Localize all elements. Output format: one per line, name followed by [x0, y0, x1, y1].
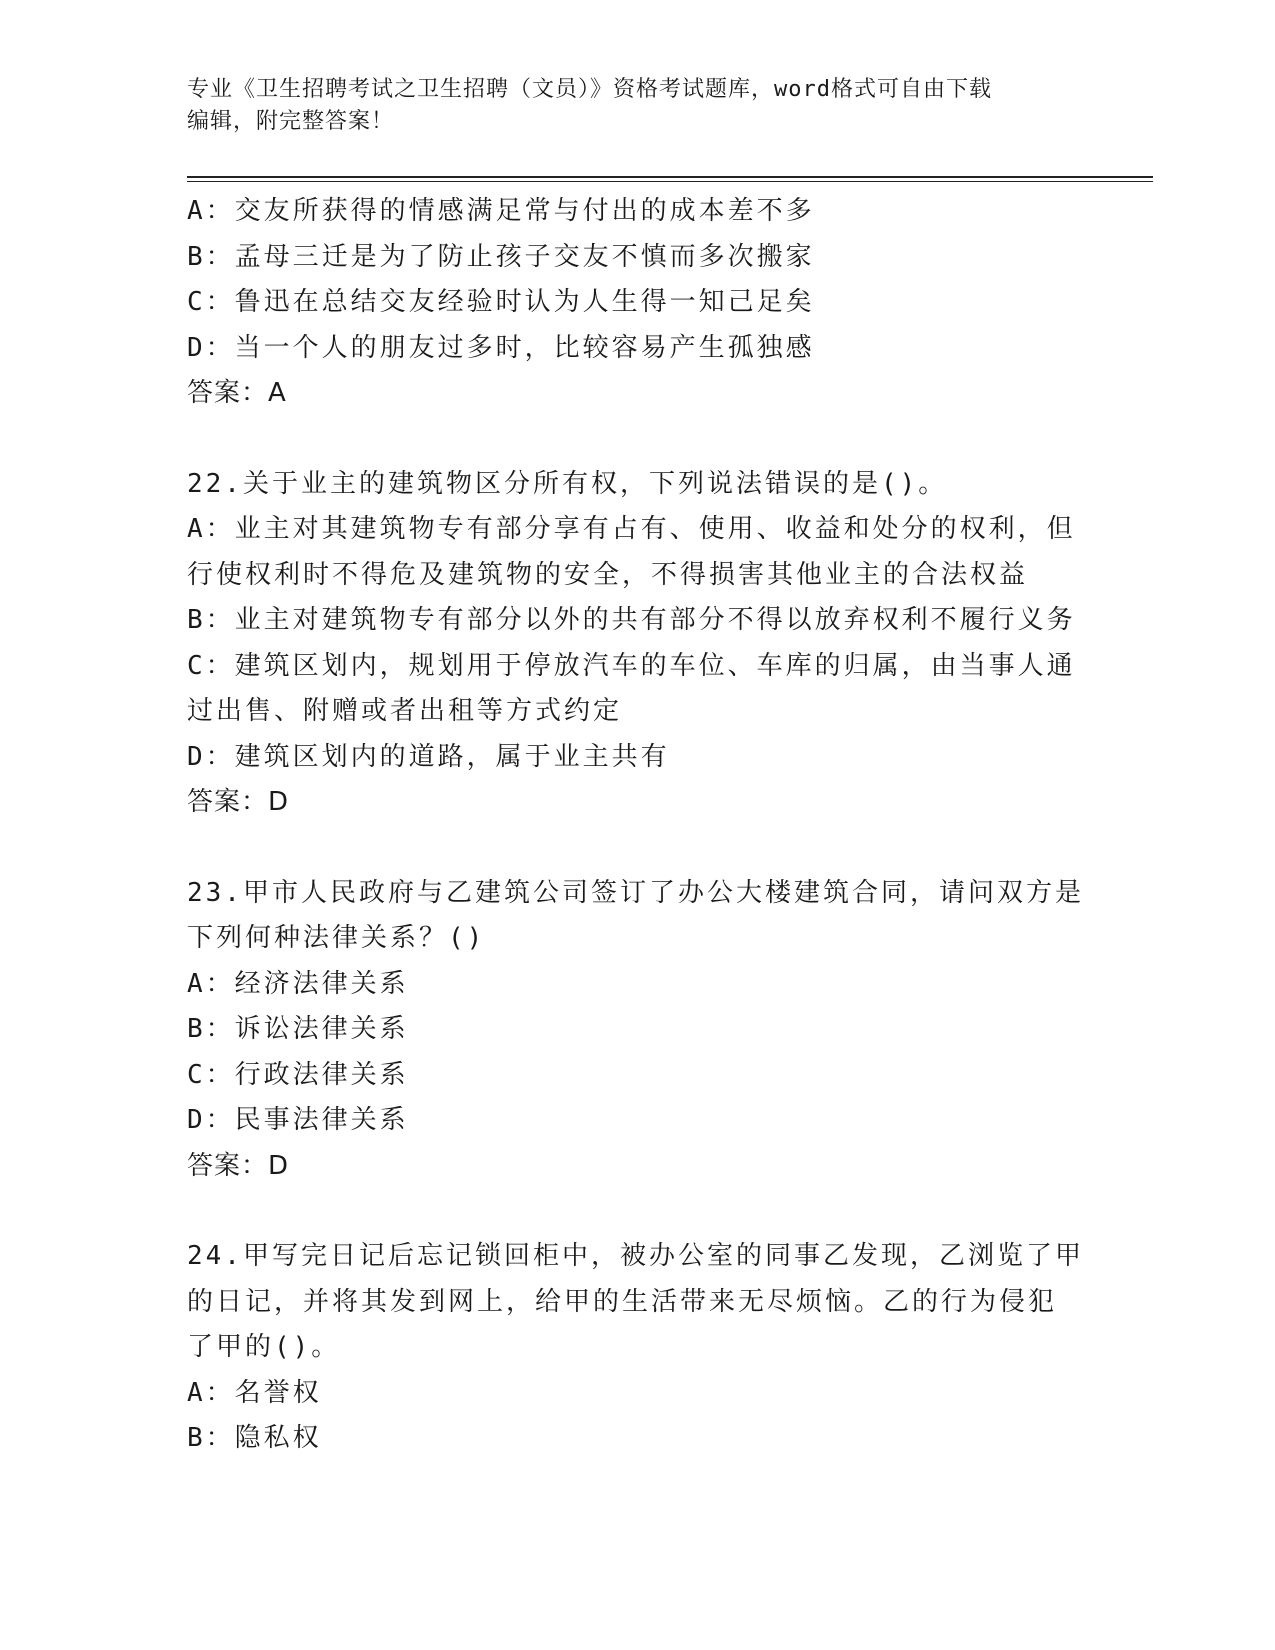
- question-stem: 24.甲写完日记后忘记锁回柜中，被办公室的同事乙发现，乙浏览了甲: [187, 1241, 1084, 1271]
- option-b: B：隐私权: [187, 1423, 322, 1453]
- option-c-continued: 过出售、附赠或者出租等方式约定: [187, 696, 623, 726]
- answer-line: 答案：A: [187, 378, 287, 408]
- header-divider-thick: [187, 176, 1153, 178]
- question-23: [187, 871, 1087, 1190]
- question-21-continued: [187, 189, 1087, 417]
- header-divider-thin: [187, 181, 1153, 182]
- document-header: [187, 74, 1067, 138]
- option-c: C：建筑区划内，规划用于停放汽车的车位、车库的归属，由当事人通: [187, 650, 1076, 681]
- option-b: B：诉讼法律关系: [187, 1014, 409, 1044]
- option-a: A：交友所获得的情感满足常与付出的成本差不多: [187, 196, 815, 226]
- option-a-continued: 行使权利时不得危及建筑物的安全，不得损害其他业主的合法权益: [187, 559, 1029, 590]
- option-b: B：孟母三迁是为了防止孩子交友不慎而多次搬家: [187, 241, 815, 272]
- question-stem: 23.甲市人民政府与乙建筑公司签订了办公大楼建筑合同，请问双方是: [187, 877, 1084, 908]
- question-stem-continued: 了甲的()。: [187, 1332, 341, 1362]
- option-d: D：建筑区划内的道路，属于业主共有: [187, 741, 670, 772]
- option-a: A：业主对其建筑物专有部分享有占有、使用、收益和处分的权利，但: [187, 514, 1076, 544]
- question-stem: 22.关于业主的建筑物区分所有权，下列说法错误的是()。: [187, 468, 948, 499]
- answer-line: 答案：D: [187, 1150, 290, 1181]
- question-stem-continued: 的日记，并将其发到网上，给甲的生活带来无尽烦恼。乙的行为侵犯: [187, 1286, 1058, 1317]
- option-c: C：鲁迅在总结交友经验时认为人生得一知己足矣: [187, 287, 815, 317]
- header-line-1: 专业《卫生招聘考试之卫生招聘（文员）》资格考试题库，word格式可自由下载: [187, 77, 992, 102]
- option-a: A：名誉权: [187, 1377, 322, 1408]
- option-a: A：经济法律关系: [187, 968, 409, 999]
- question-24: [187, 1234, 1087, 1462]
- question-stem-continued: 下列何种法律关系？(): [187, 923, 486, 953]
- option-b: B：业主对建筑物专有部分以外的共有部分不得以放弃权利不履行义务: [187, 605, 1076, 635]
- question-22: [187, 462, 1087, 826]
- answer-line: 答案：D: [187, 787, 290, 817]
- question-content: [187, 189, 1087, 1462]
- option-c: C：行政法律关系: [187, 1059, 409, 1090]
- header-line-2: 编辑，附完整答案！: [187, 109, 395, 134]
- option-d: D：当一个人的朋友过多时，比较容易产生孤独感: [187, 332, 815, 363]
- option-d: D：民事法律关系: [187, 1105, 409, 1135]
